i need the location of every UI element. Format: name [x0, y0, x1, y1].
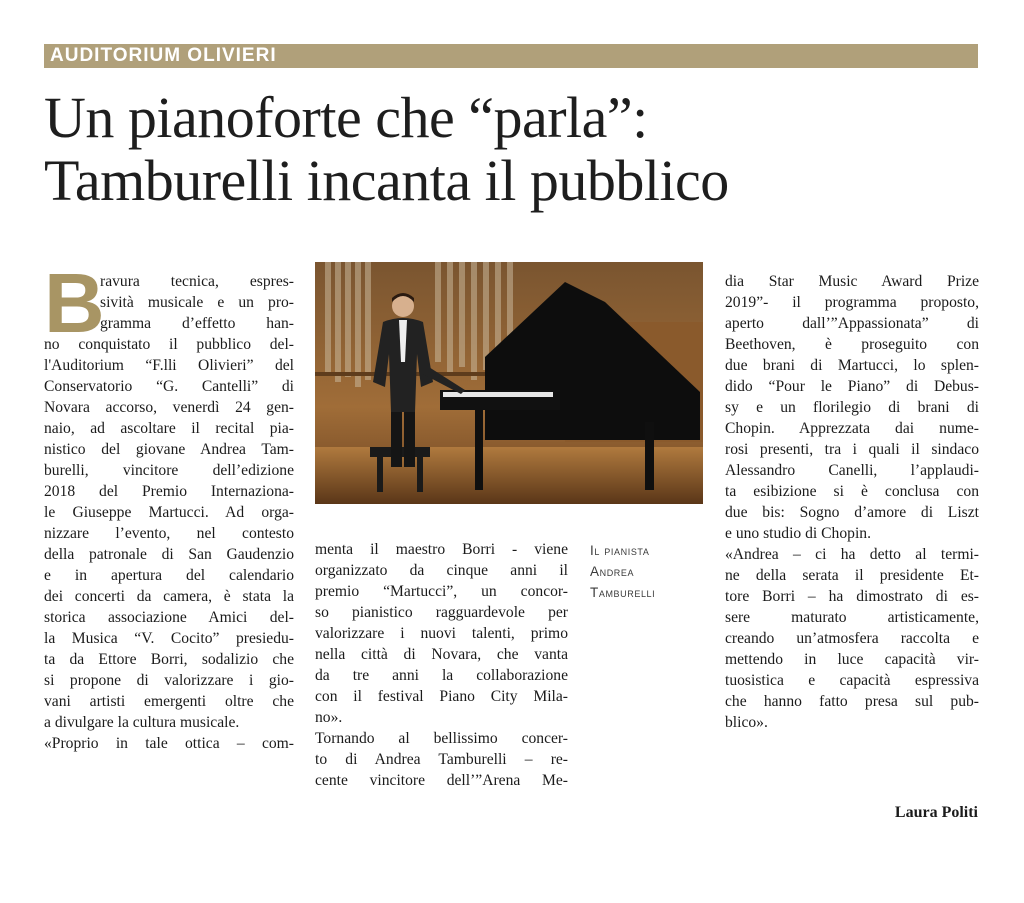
text-line: Chopin. Apprezzata dai nume-	[725, 420, 979, 437]
text-line: ta esibizione si è conclusa con	[725, 483, 979, 500]
headline	[44, 86, 984, 212]
caption-line-3: Tamburelli	[590, 585, 656, 600]
text-line: dei concerti da camera, è stata la	[44, 588, 294, 605]
article-column-1	[44, 256, 294, 754]
article-column-3	[725, 271, 979, 733]
text-line: Conservatorio “G. Cantelli” di	[44, 378, 294, 395]
text-line: blico».	[725, 714, 768, 731]
caption-line-1: Il pianista	[590, 543, 650, 558]
text-line: la Musica “V. Cocito” presiedu-	[44, 630, 294, 647]
text-line: tore Borri – ha dimostrato di es-	[725, 588, 979, 605]
text-line: due bis: Sogno d’amore di Liszt	[725, 504, 979, 521]
text-line: rosi presenti, tra i quali il sindaco	[725, 441, 979, 458]
text-line: no».	[315, 709, 343, 726]
text-line: no conquistato il pubblico del-	[44, 336, 294, 353]
headline-line-1: Un pianoforte che “parla”:	[44, 85, 648, 150]
text-line: valorizzare i nuovi talenti, primo	[315, 625, 568, 642]
text-line: sività musicale e un pro-	[100, 294, 294, 311]
text-line: dia Star Music Award Prize	[725, 273, 979, 290]
text-line: a divulgare la cultura musicale.	[44, 714, 240, 731]
text-line: ta da Ettore Borri, sodalizio che	[44, 651, 294, 668]
section-bar	[44, 44, 978, 68]
text-line: naio, ad ascoltare il recital pia-	[44, 420, 294, 437]
text-line: sere maturato artisticamente,	[725, 609, 979, 626]
text-line: ne della serata il presidente Et-	[725, 567, 979, 584]
text-line: «Andrea – ci ha detto al termi-	[725, 546, 979, 563]
text-line: cente vincitore dell’”Arena Me-	[315, 772, 568, 789]
text-line: che hanno fatto presa sul pub-	[725, 693, 979, 710]
text-line: e uno studio di Chopin.	[725, 525, 871, 542]
text-line: burelli, vincitore dell’edizione	[44, 462, 294, 479]
text-line: dido “Pour le Piano” di Debus-	[725, 378, 979, 395]
section-label: AUDITORIUM OLIVIERI	[50, 45, 277, 66]
text-line: so pianistico ragguardevole per	[315, 604, 568, 621]
text-line: tuosistica e capacità espressiva	[725, 672, 979, 689]
text-line: due brani di Martucci, lo splen-	[725, 357, 979, 374]
text-line: le Giuseppe Martucci. Ad orga-	[44, 504, 294, 521]
pianist-photo	[315, 262, 703, 504]
text-line: 2019”- il programma proposto,	[725, 294, 979, 311]
text-line: nizzare l’evento, nel contesto	[44, 525, 294, 542]
text-line: to di Andrea Tamburelli – re-	[315, 751, 568, 768]
text-line: mettendo in luce capacità vir-	[725, 651, 979, 668]
text-line: si propone di valorizzare i gio-	[44, 672, 294, 689]
photo-caption	[590, 540, 710, 603]
headline-line-2: Tamburelli incanta il pubblico	[44, 148, 729, 213]
text-line: 2018 del Premio Internaziona-	[44, 483, 294, 500]
text-line: organizzato da cinque anni il	[315, 562, 568, 579]
text-line: creando un’atmosfera raccolta e	[725, 630, 979, 647]
text-line: menta il maestro Borri - viene	[315, 541, 568, 558]
text-line: Novara accorso, venerdì 24 gen-	[44, 399, 294, 416]
author-byline: Laura Politi	[894, 804, 978, 821]
text-line: nistico del giovane Andrea Tam-	[44, 441, 294, 458]
text-line: premio “Martucci”, un concor-	[315, 583, 568, 600]
text-line: sy e un florilegio di brani di	[725, 399, 979, 416]
text-line: l'Auditorium “F.lli Olivieri” del	[44, 357, 294, 374]
text-line: storica associazione Amici del-	[44, 609, 294, 626]
text-line: e in apertura del calendario	[44, 567, 294, 584]
article-column-2	[315, 539, 568, 791]
text-line: gramma d’effetto han-	[100, 315, 294, 332]
text-line: Beethoven, è proseguito con	[725, 336, 979, 353]
text-line: Tornando al bellissimo concer-	[315, 730, 568, 747]
text-line: ravura tecnica, espres-	[100, 273, 294, 290]
text-line: aperto dall’”Appassionata” di	[725, 315, 979, 332]
text-line: da tre anni la collaborazione	[315, 667, 568, 684]
text-line: Alessandro Canelli, l’applaudi-	[725, 462, 979, 479]
text-line: nella città di Novara, che vanta	[315, 646, 568, 663]
text-line: della patronale di San Gaudenzio	[44, 546, 294, 563]
text-line: vani artisti emergenti oltre che	[44, 693, 294, 710]
text-line: «Proprio in tale ottica – com-	[44, 735, 294, 752]
text-line: con il festival Piano City Mila-	[315, 688, 568, 705]
drop-cap: B	[44, 256, 105, 350]
caption-line-2: Andrea	[590, 564, 635, 579]
pianist-at-piano-image	[315, 262, 703, 504]
